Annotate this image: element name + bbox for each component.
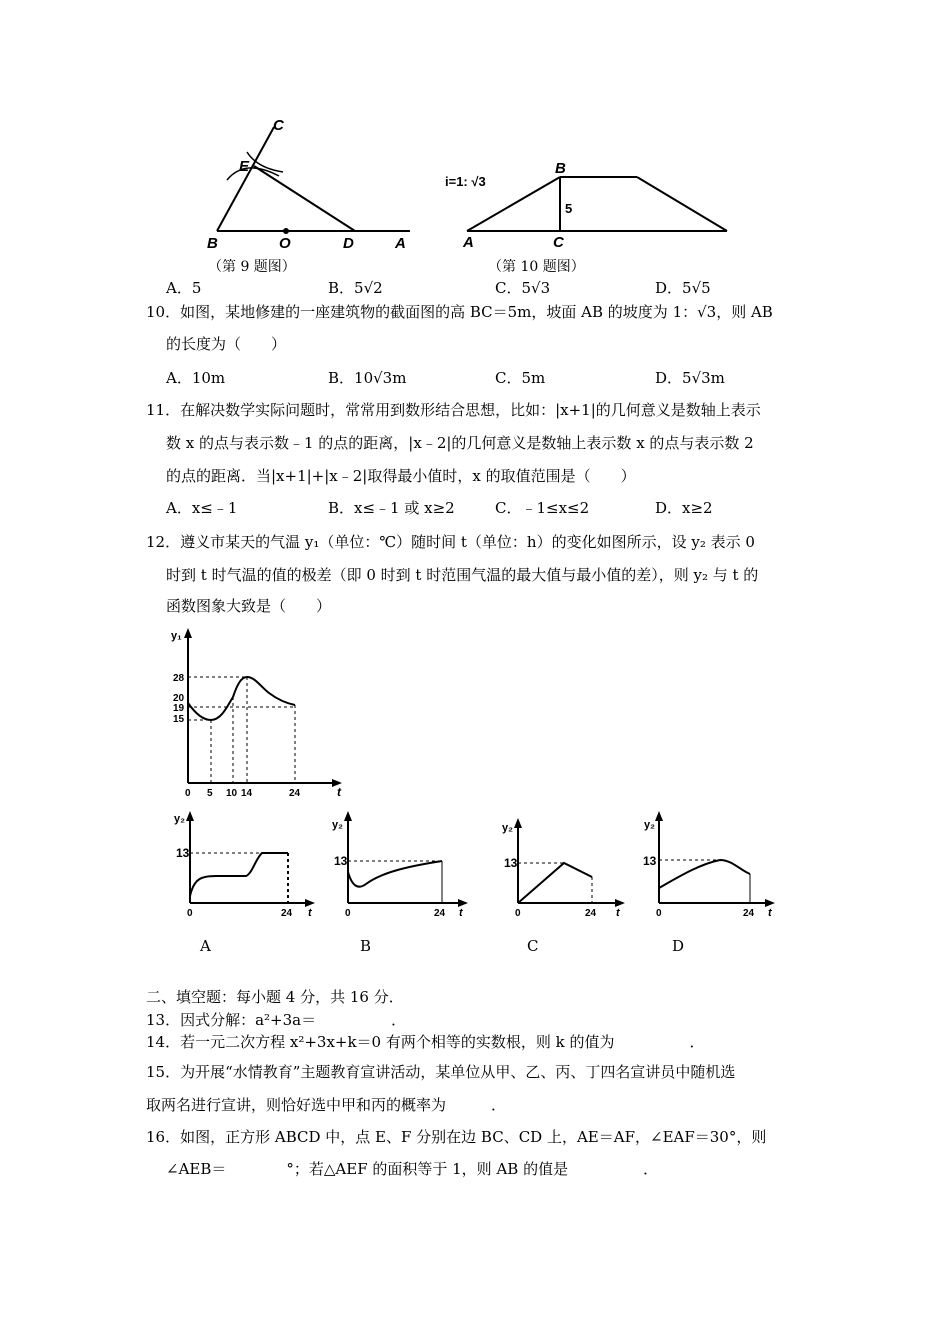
slope-label: i=1: √3 <box>445 174 486 189</box>
q11-option-c: C．﹣1≤x≤2 <box>495 499 590 517</box>
y-axis-arrow <box>344 811 352 821</box>
x-tick-14: 14 <box>241 788 253 799</box>
y2-axis-label: y₂ <box>644 819 656 831</box>
tick-13: 13 <box>504 856 518 870</box>
tick-24: 24 <box>585 908 597 919</box>
temperature-graph <box>165 625 365 800</box>
label-b: B <box>555 160 566 177</box>
choice-c-letter: C <box>527 937 539 955</box>
y-tick-15: 15 <box>173 714 185 725</box>
q13: 13．因式分解：a²+3a＝ ． <box>146 1011 407 1029</box>
choice-graph-d <box>640 808 800 918</box>
q12-line-3: 函数图象大致是（ ） <box>166 597 332 615</box>
y-tick-20: 20 <box>173 693 185 704</box>
q11-line-1: 11．在解决数学实际问题时，常常用到数形结合思想，比如：|x+1|的几何意义是数轴上表示 <box>146 401 761 419</box>
label-b: B <box>207 235 218 252</box>
y-tick-19: 19 <box>173 703 185 714</box>
label-c: C <box>273 117 284 134</box>
tick-origin: 0 <box>187 908 193 919</box>
choice-a-letter: A <box>200 937 211 955</box>
choice-graph-b <box>330 808 480 918</box>
y2-axis-label: y₂ <box>502 822 514 834</box>
q15-line-2: 取两名进行宣讲，则恰好选中甲和丙的概率为 ． <box>146 1096 507 1114</box>
graph-curve <box>659 860 750 888</box>
x-tick-24: 24 <box>289 788 301 799</box>
graph-curve <box>348 861 442 887</box>
tick-24: 24 <box>743 908 755 919</box>
label-a: A <box>463 234 474 251</box>
q14: 14．若一元二次方程 x²+3x+k＝0 有两个相等的实数根，则 k 的值为 ． <box>146 1033 705 1051</box>
choice-graph-c <box>498 815 638 918</box>
q11-line-3: 的点的距离．当|x+1|+|x﹣2|取得最小值时，x 的取值范围是（ ） <box>166 467 636 485</box>
x-axis-arrow <box>615 899 625 907</box>
y-axis-arrow <box>655 811 663 821</box>
tick-origin: 0 <box>656 908 662 919</box>
q9-option-c: C．5√3 <box>495 279 551 297</box>
tick-13: 13 <box>643 854 657 868</box>
label-d: D <box>343 235 354 252</box>
t-axis-label: t <box>616 907 620 919</box>
label-c: C <box>553 234 564 251</box>
graph-curve <box>190 853 288 896</box>
tick-24: 24 <box>434 908 446 919</box>
tick-origin: 0 <box>345 908 351 919</box>
q16-line-1: 16．如图，正方形 ABCD 中，点 E、F 分别在边 BC、CD 上，AE＝AF，∠EAF＝30°，则 <box>146 1128 767 1146</box>
tick-24: 24 <box>281 908 293 919</box>
height-label: 5 <box>565 201 573 216</box>
x-axis-arrow <box>458 899 468 907</box>
graph-line <box>518 863 592 903</box>
q10-line-2: 的长度为（ ） <box>166 335 287 353</box>
q11-option-b: B．x≤﹣1 或 x≥2 <box>328 499 455 517</box>
q11-line-2: 数 x 的点与表示数﹣1 的点的距离，|x﹣2|的几何意义是数轴上表示数 x 的点与表示数 2 <box>166 434 754 452</box>
x-axis-label: t <box>337 785 341 799</box>
q11-option-d: D．x≥2 <box>655 499 713 517</box>
y1-axis-label: y₁ <box>171 630 182 642</box>
x-axis-arrow <box>305 899 315 907</box>
t-axis-label: t <box>308 907 312 919</box>
choice-b-letter: B <box>360 937 372 955</box>
q10-option-d: D．5√3m <box>655 369 725 387</box>
q12-line-2: 时到 t 时气温的值的极差（即 0 时到 t 时范围气温的最大值与最小值的差），则 y₂ 与 t 的 <box>166 566 759 584</box>
t-axis-label: t <box>768 907 772 919</box>
figure-10-caption: （第 10 题图） <box>488 259 585 275</box>
y-axis-arrow <box>186 811 194 821</box>
choice-d-letter: D <box>672 937 685 955</box>
q10-option-a: A．10m <box>166 369 226 387</box>
q11-option-a: A．x≤﹣1 <box>166 499 238 517</box>
arc-2 <box>247 152 283 172</box>
q10-option-b: B．10√3m <box>328 369 407 387</box>
q12-line-1: 12．遵义市某天的气温 y₁（单位：℃）随时间 t（单位：h）的变化如图所示，设 y₂ 表示 0 <box>146 533 755 551</box>
q9-option-d: D．5√5 <box>655 279 711 297</box>
q9-option-a: A．5 <box>166 279 202 297</box>
tick-13: 13 <box>176 846 190 860</box>
temperature-curve <box>188 677 295 720</box>
t-axis-label: t <box>459 907 463 919</box>
q15-line-1: 15．为开展“水情教育”主题教育宣讲活动，某单位从甲、乙、丙、丁四名宣讲员中随机选 <box>146 1063 736 1081</box>
y2-axis-label: y₂ <box>332 819 344 831</box>
q9-option-b: B．5√2 <box>328 279 383 297</box>
x-axis-arrow <box>765 899 775 907</box>
x-tick-0: 0 <box>185 788 191 799</box>
tick-origin: 0 <box>515 908 521 919</box>
q10-line-1: 10．如图，某地修建的一座建筑物的截面图的高 BC＝5m，坡面 AB 的坡度为 1：√3，则 AB <box>146 303 773 321</box>
point-o <box>283 228 289 234</box>
figure-9-caption: （第 9 题图） <box>208 259 296 275</box>
figure-10 <box>445 155 735 250</box>
y-axis-arrow <box>514 818 522 828</box>
x-tick-10: 10 <box>226 788 238 799</box>
y2-axis-label: y₂ <box>174 813 186 825</box>
ray-bc <box>217 127 274 231</box>
x-tick-5: 5 <box>207 788 213 799</box>
q16-line-2: ∠AEB＝ °；若△AEF 的面积等于 1，则 AB 的值是 ． <box>166 1160 659 1178</box>
label-a: A <box>395 235 406 252</box>
label-e: E <box>239 158 250 175</box>
section-2-header: 二、填空题：每小题 4 分，共 16 分． <box>146 988 404 1006</box>
choice-graph-a <box>170 808 325 918</box>
y-tick-28: 28 <box>173 673 185 684</box>
segment-ed <box>254 166 355 231</box>
q10-option-c: C．5m <box>495 369 546 387</box>
label-o: O <box>279 235 291 252</box>
tick-13: 13 <box>334 854 348 868</box>
slope-right <box>637 177 727 231</box>
figure-9 <box>195 110 425 250</box>
y-axis-arrow <box>184 628 192 638</box>
